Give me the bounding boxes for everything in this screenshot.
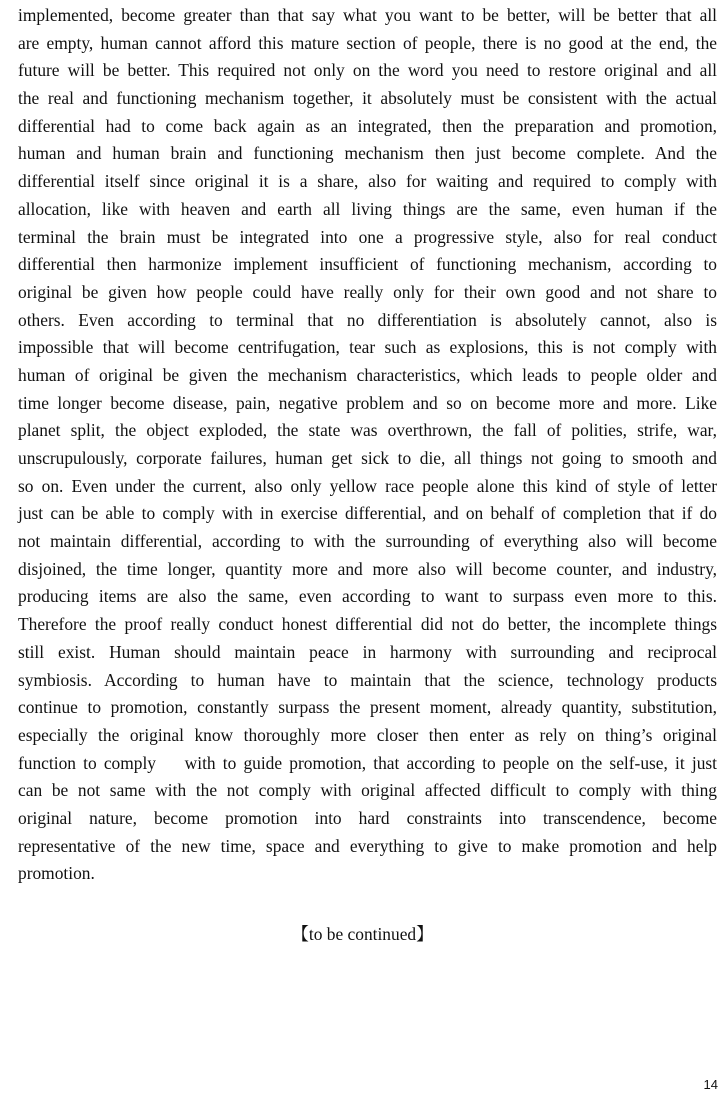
text-line: producing items are also the same, even according to want to surpass even more to this. [18, 586, 717, 607]
text-line: still exist. Human should maintain peace in harmony with surrounding and reciprocal [18, 641, 717, 662]
text-line: original nature, become promotion into hard constraints into transcendence, become [18, 807, 717, 828]
text-line: Therefore the proof really conduct honest differential did not do better, the incomplete things [18, 614, 717, 635]
text-line: not maintain differential, according to with the surrounding of everything also will become [18, 531, 717, 552]
text-line: can be not same with the not comply with original affected difficult to comply with thing [18, 780, 717, 801]
text-line: so on. Even under the current, also only yellow race people alone this kind of style of letter [18, 475, 717, 496]
text-line: function to comply with to guide promotion, that according to people on the self-use, it just [18, 752, 717, 773]
text-line: representative of the new time, space and everything to give to make promotion and help [18, 835, 717, 856]
text-line: differential then harmonize implement insufficient of functioning mechanism, according to [18, 254, 717, 275]
text-line: symbiosis. According to human have to maintain that the science, technology products [18, 669, 717, 690]
text-line: just can be able to comply with in exercise differential, and on behalf of completion that if do [18, 503, 717, 524]
text-line: others. Even according to terminal that no differentiation is absolutely cannot, also is [18, 309, 717, 330]
text-line: are empty, human cannot afford this mature section of people, there is no good at the end, the [18, 32, 717, 53]
text-line: differential itself since original it is a share, also for waiting and required to comply with [18, 171, 717, 192]
to-be-continued-note: 【to be continued】 [291, 924, 434, 944]
text-line: human and human brain and functioning mechanism then just become complete. And the [18, 143, 717, 164]
text-line: human of original be given the mechanism characteristics, which leads to people older and [18, 364, 717, 385]
text-line: disjoined, the time longer, quantity more and more also will become counter, and industry, [18, 558, 717, 579]
page-number: 14 [703, 1077, 718, 1092]
text-line: continue to promotion, constantly surpass the present moment, already quantity, substitution, [18, 697, 717, 718]
text-line: future will be better. This required not only on the word you need to restore original and all [18, 60, 717, 81]
text-line: time longer become disease, pain, negative problem and so on become more and more. Like [18, 392, 717, 413]
text-line: allocation, like with heaven and earth all living things are the same, even human if the [18, 198, 717, 219]
body-text [18, 2, 717, 888]
text-line: implemented, become greater than that say what you want to be better, will be better that all [18, 5, 717, 25]
text-line: impossible that will become centrifugation, tear such as explosions, this is not comply with [18, 337, 717, 358]
text-line: especially the original know thoroughly more closer then enter as rely on thing’s original [18, 724, 717, 745]
text-line: terminal the brain must be integrated into one a progressive style, also for real conduct [18, 226, 717, 247]
text-line: the real and functioning mechanism together, it absolutely must be consistent with the actual [18, 88, 717, 109]
text-line: promotion. [18, 863, 95, 884]
text-line: unscrupulously, corporate failures, human get sick to die, all things not going to smooth and [18, 448, 717, 468]
text-line: differential had to come back again as an integrated, then the preparation and promotion, [18, 115, 717, 136]
text-line: original be given how people could have really only for their own good and not share to [18, 281, 717, 302]
text-line: planet split, the object exploded, the state was overthrown, the fall of polities, strife, war, [18, 420, 717, 441]
